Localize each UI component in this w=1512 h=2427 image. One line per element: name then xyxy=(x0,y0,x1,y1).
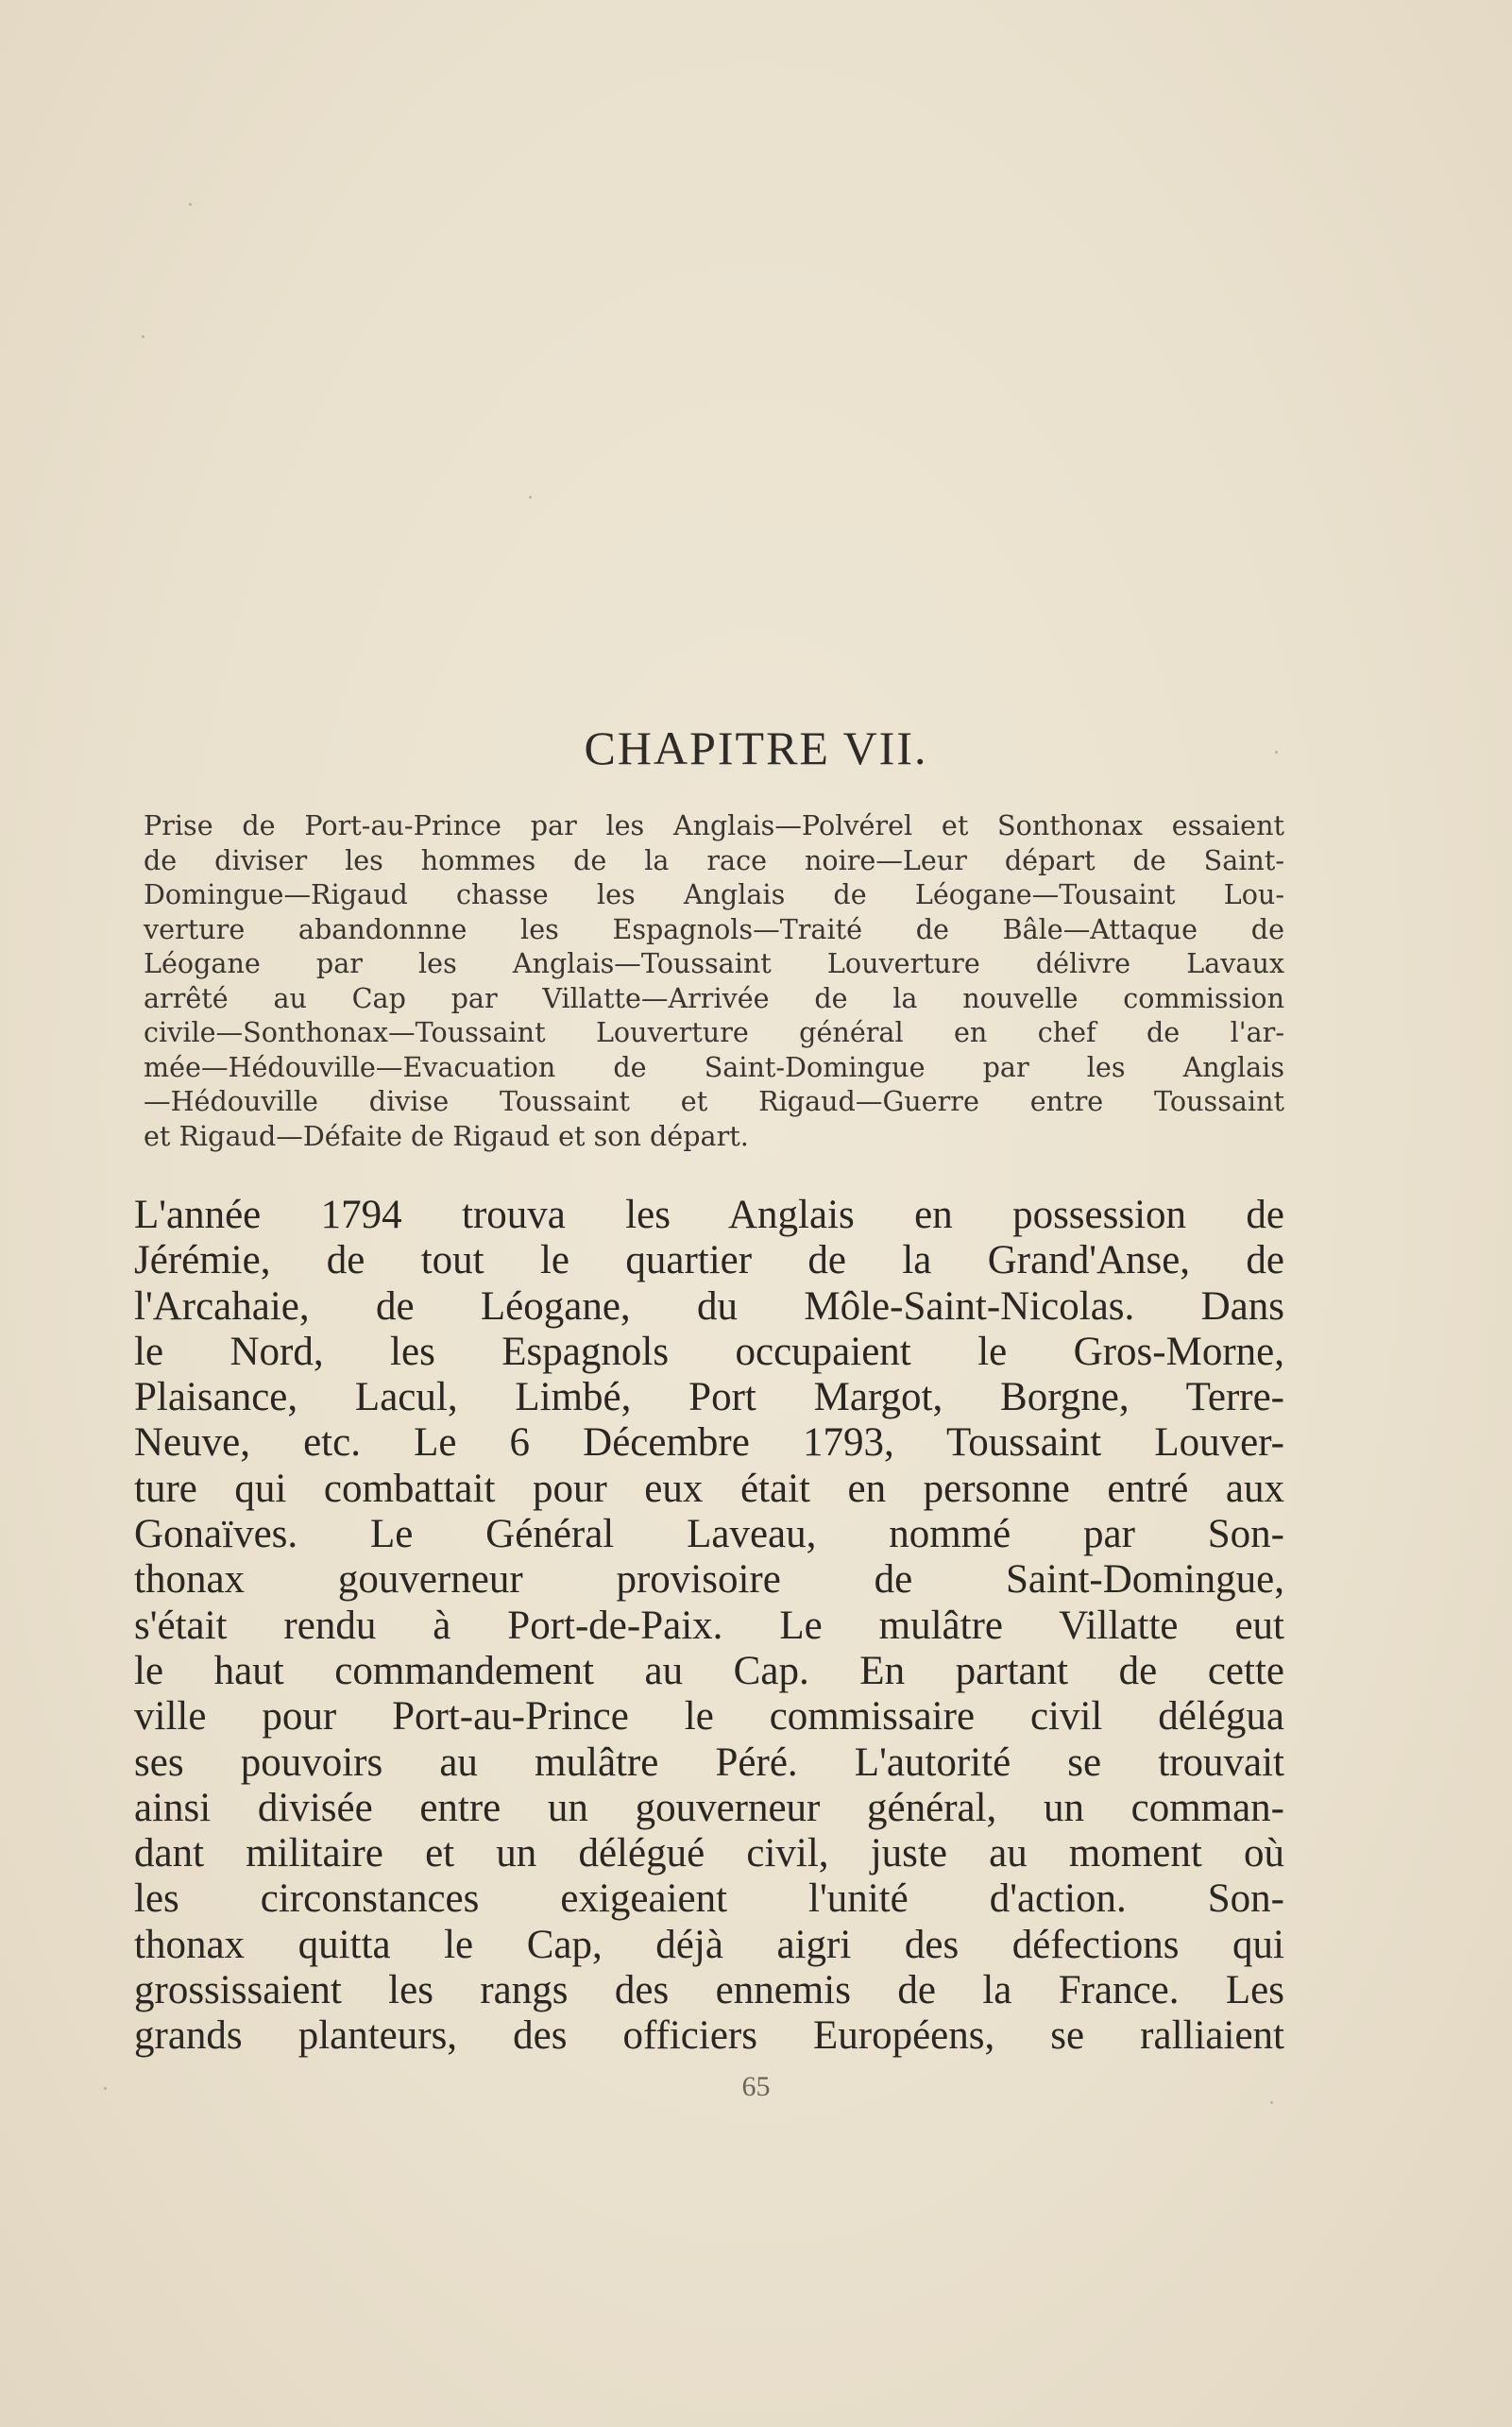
summary-line: —Hédouville divise Toussaint et Rigaud—Guerre entre Toussaint xyxy=(144,1085,1284,1117)
body-line: grands planteurs, des officiers Européens, se ralliaient xyxy=(134,2013,1284,2059)
body-paragraph xyxy=(134,1193,1284,2060)
body-line: le haut commandement au Cap. En partant de cette xyxy=(134,1648,1284,1693)
body-line: s'était rendu à Port-de-Paix. Le mulâtre Villatte eut xyxy=(134,1603,1284,1648)
summary-line: civile—Sonthonax—Toussaint Louverture général en chef de l'ar- xyxy=(144,1016,1284,1048)
body-line: l'Arcahaie, de Léogane, du Môle-Saint-Nicolas. Dans xyxy=(134,1283,1284,1329)
summary-line: mée—Hédouville—Evacuation de Saint-Domingue par les Anglais xyxy=(144,1050,1284,1083)
body-line: Plaisance, Lacul, Limbé, Port Margot, Borgne, Terre- xyxy=(134,1375,1284,1420)
chapter-summary xyxy=(144,808,1284,1153)
body-line: ses pouvoirs au mulâtre Péré. L'autorité se trouvait xyxy=(134,1740,1284,1785)
body-line: les circonstances exigeaient l'unité d'action. Son- xyxy=(134,1876,1284,1922)
paper-speck xyxy=(142,335,144,338)
paper-speck xyxy=(529,496,532,499)
paper-speck xyxy=(189,203,192,206)
body-line: ture qui combattait pour eux était en personne entré aux xyxy=(134,1466,1284,1511)
body-line: ainsi divisée entre un gouverneur général, un comman- xyxy=(134,1785,1284,1830)
body-line: L'année 1794 trouva les Anglais en possession de xyxy=(134,1193,1284,1237)
body-line: ville pour Port-au-Prince le commissaire civil délégua xyxy=(134,1694,1284,1740)
summary-line: Domingue—Rigaud chasse les Anglais de Léogane—Tousaint Lou- xyxy=(144,878,1284,910)
body-line: le Nord, les Espagnols occupaient le Gros-Morne, xyxy=(134,1329,1284,1374)
summary-line: Léogane par les Anglais—Toussaint Louverture délivre Lavaux xyxy=(144,947,1284,979)
summary-line: Prise de Port-au-Prince par les Anglais—Polvérel et Sonthonax essaient xyxy=(144,809,1284,841)
summary-line: arrêté au Cap par Villatte—Arrivée de la nouvelle commission xyxy=(144,981,1284,1014)
page-number: 65 xyxy=(741,2071,771,2102)
body-line: dant militaire et un délégué civil, juste au moment où xyxy=(134,1831,1284,1876)
body-line: Gonaïves. Le Général Laveau, nommé par Son- xyxy=(134,1512,1284,1557)
body-line: Neuve, etc. Le 6 Décembre 1793, Toussaint Louver- xyxy=(134,1420,1284,1466)
body-line: grossissaient les rangs des ennemis de la France. Les xyxy=(134,1968,1284,2013)
chapter-title: CHAPITRE VII. xyxy=(584,721,928,774)
body-line: thonax gouverneur provisoire de Saint-Domingue, xyxy=(134,1557,1284,1603)
summary-line: de diviser les hommes de la race noire—Leur départ de Saint- xyxy=(144,843,1284,876)
body-line: Jérémie, de tout le quartier de la Grand'Anse, de xyxy=(134,1238,1284,1283)
body-line: thonax quitta le Cap, déjà aigri des défections qui xyxy=(134,1922,1284,1967)
summary-line: et Rigaud—Défaite de Rigaud et son départ. xyxy=(144,1119,749,1152)
summary-line: verture abandonnne les Espagnols—Traité de Bâle—Attaque de xyxy=(144,912,1284,945)
